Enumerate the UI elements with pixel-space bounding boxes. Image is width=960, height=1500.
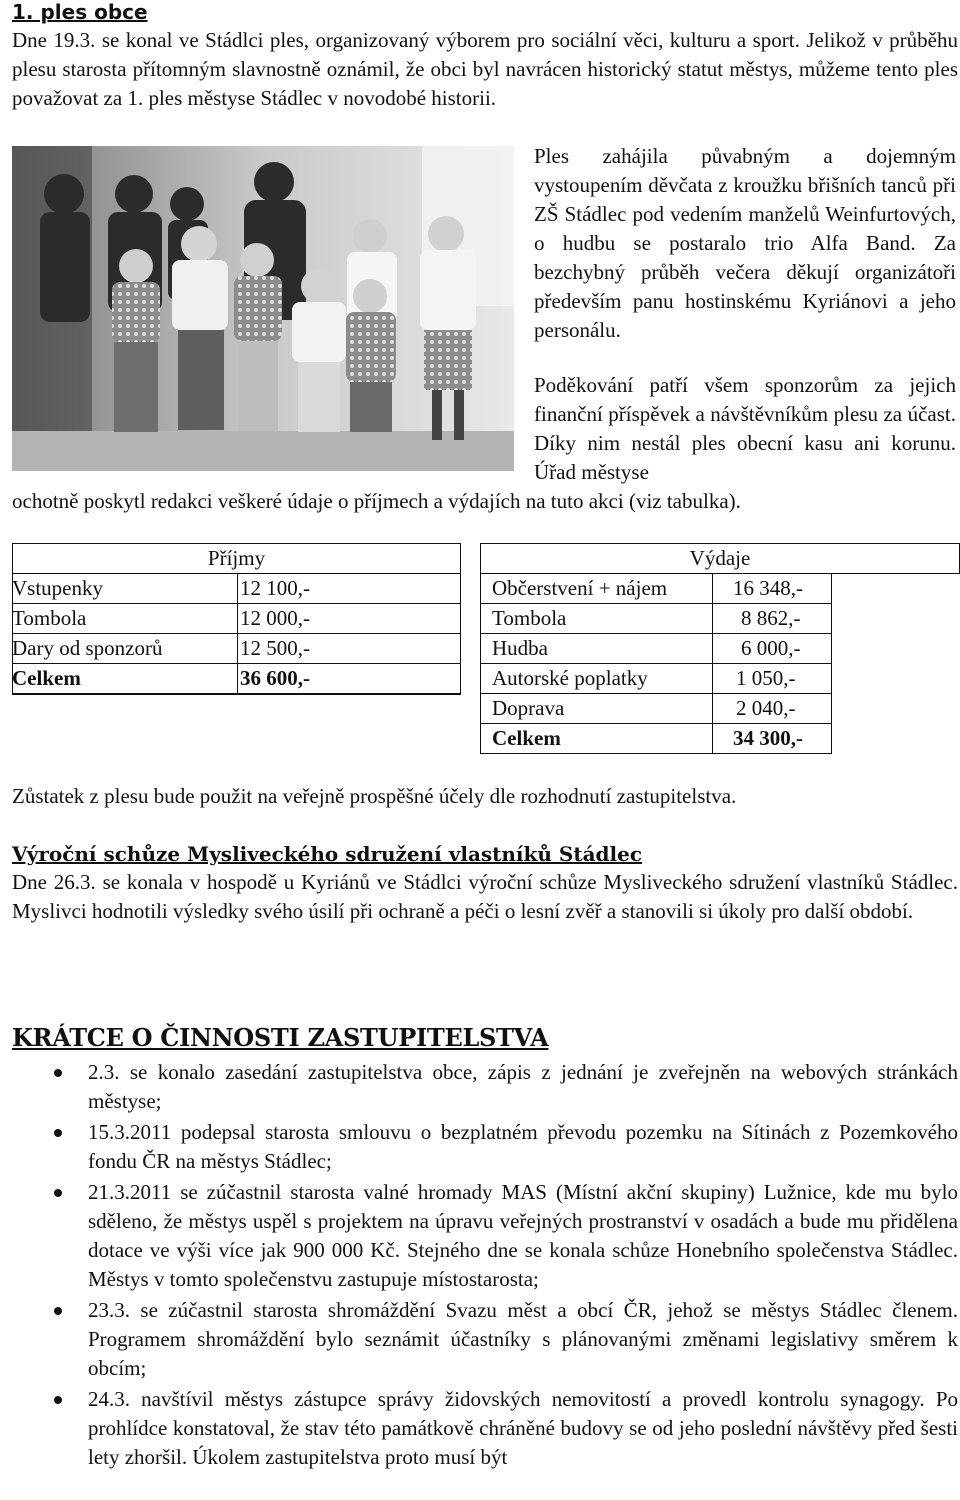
income-label: Vstupenky xyxy=(12,576,103,600)
bullet-icon xyxy=(54,1189,62,1197)
finance-table xyxy=(12,543,960,753)
remainder-note: Zůstatek z plesu bude použit na veřejně prospěšné účely dle rozhodnutí zastupitelstva. xyxy=(12,784,737,808)
council-item xyxy=(12,1296,958,1383)
hunters-title: Výroční schůze Mysliveckého sdružení vlastníků Stádlec xyxy=(12,842,643,866)
council-item xyxy=(12,1385,958,1472)
expense-total-value xyxy=(733,723,803,753)
expense-value: 8 862,- xyxy=(741,606,801,630)
council-item-text: 23.3. se zúčastnil starosta shromáždění Svazu měst a obcí ČR, jehož se městys Stádlec členem. Programem shromáždění bylo seznámit účastníky s plánovanými změnami legislativy směrem k obcím; xyxy=(88,1298,958,1380)
council-item-text: 2.3. se konalo zasedání zastupitelstva obce, zápis z jednání je zveřejněn na webových stránkách městyse; xyxy=(88,1060,958,1113)
council-item-text: 15.3.2011 podepsal starosta smlouvu o bezplatném převodu pozemku na Sítinách z Pozemkového fondu ČR na městys Stádlec; xyxy=(88,1120,958,1173)
expense-total-label-text: Celkem xyxy=(492,726,561,750)
income-value: 12 100,- xyxy=(240,576,310,600)
income-total-value xyxy=(240,663,310,693)
expense-total-label xyxy=(492,723,561,753)
expense-value: 6 000,- xyxy=(741,636,801,660)
council-item xyxy=(12,1058,958,1116)
ples-description: Ples zahájila půvabným a dojemným vystoupením děvčata z kroužku břišních tanců při ZŠ Stádlec pod vedením manželů Weinfurtových, o hudbu se postaralo trio Alfa Band. Za bezchybný průběh večera děkují organizátoři především panu hostinskému Kyriánovi a jeho personálu. xyxy=(534,144,956,342)
expense-label: Tombola xyxy=(492,606,567,630)
income-header: Příjmy xyxy=(207,546,266,570)
council-item xyxy=(12,1118,958,1176)
expense-label: Občerstvení + nájem xyxy=(492,576,668,600)
expense-value: 16 348,- xyxy=(733,576,803,600)
expense-value: 1 050,- xyxy=(736,666,796,690)
expense-header: Výdaje xyxy=(689,546,751,570)
section-title-ples: 1. ples obce xyxy=(12,0,148,24)
council-item-text: 21.3.2011 se zúčastnil starosta valné hromady MAS (Místní akční skupiny) Lužnice, kde mu bylo sděleno, že městys uspěl s projektem na úpravu veřejných prostranství v osadách a bude mu přidělena dotace ve výši více jak 900 000 Kč. Stejného dne se konala schůze Honebního společenstva Stádlec. Městys v tomto společenstvu zastupuje místostarosta; xyxy=(88,1180,958,1291)
expense-total-value-text: 34 300,- xyxy=(733,726,803,750)
income-label: Dary od sponzorů xyxy=(12,636,163,660)
expense-label: Doprava xyxy=(492,696,565,720)
bullet-icon xyxy=(54,1307,62,1315)
ples-continuation: ochotně poskytl redakci veškeré údaje o příjmech a výdajích na tuto akci (viz tabulka). xyxy=(12,489,741,513)
income-total-value-text: 36 600,- xyxy=(240,666,310,690)
income-total-label-text: Celkem xyxy=(12,666,81,690)
expense-value: 2 040,- xyxy=(736,696,796,720)
income-value: 12 000,- xyxy=(240,606,310,630)
photo-image xyxy=(12,146,514,471)
income-label: Tombola xyxy=(12,606,87,630)
council-list xyxy=(12,1058,958,1472)
sponsor-thanks: Poděkování patří všem sponzorům za jejich finanční příspěvek a návštěvníkům plesu za účast. Díky nim nestál ples obecní kasu ani korunu. Úřad městyse xyxy=(534,373,956,484)
income-value: 12 500,- xyxy=(240,636,310,660)
dancers-photo xyxy=(12,146,514,471)
bullet-icon xyxy=(54,1069,62,1077)
hunters-paragraph: Dne 26.3. se konala v hospodě u Kyriánů ve Stádlci výroční schůze Mysliveckého sdružení vlastníků Stádlec. Myslivci hodnotili výsledky svého úsilí při ochraně a péči o lesní zvěř a stanovili si úkoly pro další období. xyxy=(12,870,958,923)
council-item-text: 24.3. navštívil městys zástupce správy židovských nemovitostí a provedl kontrolu synagogy. Po prohlídce konstatoval, že stav této památkově chráněné budovy se od jeho poslední návštěvy před šesti lety zhoršil. Úkolem zastupitelstva proto musí být xyxy=(88,1387,958,1469)
intro-paragraph: Dne 19.3. se konal ve Stádlci ples, organizovaný výborem pro sociální věci, kulturu a sport. Jelikož v průběhu plesu starosta přítomným slavnostně oznámil, že obci byl navrácen historický statut městys, můžeme tento ples považovat za 1. ples městyse Stádlec v novodobé historii. xyxy=(12,28,958,110)
expense-label: Autorské poplatky xyxy=(492,666,648,690)
bullet-icon xyxy=(54,1129,62,1137)
council-item xyxy=(12,1178,958,1294)
bullet-icon xyxy=(54,1396,62,1404)
council-title: KRÁTCE O ČINNOSTI ZASTUPITELSTVA xyxy=(12,1023,549,1052)
income-total-label xyxy=(12,663,81,693)
expense-label: Hudba xyxy=(492,636,548,660)
